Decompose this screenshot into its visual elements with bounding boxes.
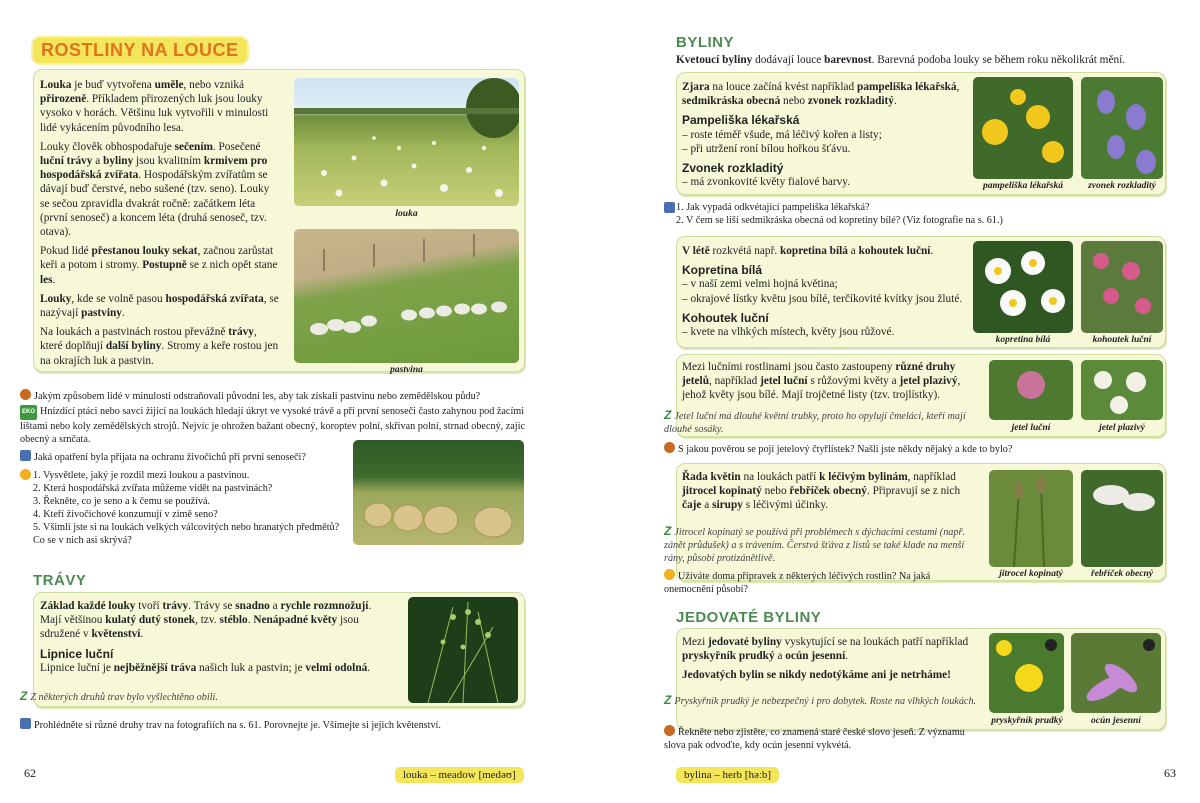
clover-question — [664, 442, 1164, 456]
caption-meadow: louka — [395, 209, 418, 219]
task-grasses-text: Prohlédněte si různé druhy trav na fotografiích na s. 61. Porovnejte je. Všímejte si jejich květenství. — [34, 720, 441, 731]
spring-questions — [664, 201, 1164, 227]
plantain-illustration — [989, 470, 1073, 567]
spring-q2: 2. V čem se liší sedmikráska obecná od kopretiny bílé? (Viz fotografie na s. 61.) — [676, 215, 1003, 226]
caption-crocus: ocún jesenní — [1091, 716, 1141, 726]
grasses-text — [40, 599, 395, 680]
question-protection-text: Jaká opatření byla přijata na ochranu živočichů při první senoseči? — [34, 452, 306, 463]
dandelion-line-1: – roste téměř všude, má léčivý kořen a listy; — [682, 128, 882, 141]
task-grasses — [20, 718, 530, 732]
crocus-photo — [1071, 633, 1161, 713]
summer-text — [682, 244, 972, 339]
ragged-robin-photo — [1081, 241, 1163, 333]
clover-note — [664, 409, 984, 436]
grain-note-text: Z některých druhů trav bylo vyšlechtěno obilí. — [30, 692, 218, 703]
task-2: 2. Která hospodářská zvířata můžeme vidět na pastvinách? — [33, 483, 273, 494]
daisy-heading: Kopretina bílá — [682, 263, 763, 278]
lipnice-text: Lipnice luční je nejběžnější tráva našich luk a pastvin; je velmi odolná. — [40, 661, 371, 674]
question-protection — [20, 450, 350, 464]
caption-dandelion: pampeliška lékařská — [983, 181, 1063, 191]
discussion-icon — [664, 442, 675, 453]
ragged-robin-line-1: – kvete na vlhkých místech, květy jsou růžové. — [682, 326, 895, 339]
daisy-line-2: – okrajové lístky květu jsou bílé, terčíkovité kvítky jsou žluté. — [682, 292, 963, 305]
book-icon — [664, 202, 675, 213]
task-4: 4. Kteří živočichové konzumují v zimě seno? — [33, 509, 218, 520]
poisonous-p1: Mezi jedovaté byliny vyskytující se na loukách patří například pryskyřník prudký a ocún jesenní. — [682, 636, 969, 663]
intro-text — [40, 78, 280, 373]
vocab-footer-right: bylina – herb [həːb] — [676, 767, 779, 783]
hay-bales-photo — [353, 440, 524, 545]
page-number-left: 62 — [24, 766, 36, 780]
dandelion-photo — [973, 77, 1073, 179]
caption-buttercup: pryskyřník prudký — [991, 716, 1063, 726]
autumn-question — [664, 725, 979, 752]
eko-note-text: Hnízdící ptáci nebo savci žijící na loukách hledají úkryt ve vysoké trávě a při první senoseči často zahynou pod žacími lištami nebo koly zemědělských strojů. Nejvíc je ohrožen bažant obecný, koroptev polní, skřivan polní, strnad obecný, zajíc obecný a srnčata. — [20, 406, 525, 445]
caption-red-clover: jetel luční — [1011, 423, 1051, 433]
buttercup-photo — [989, 633, 1064, 713]
z-note-icon: Z — [664, 693, 672, 707]
sun-icon — [20, 469, 31, 480]
meadow-illustration — [294, 78, 519, 206]
skull-icon — [1143, 639, 1155, 651]
right-page — [600, 0, 1200, 803]
bellflower-photo — [1081, 77, 1163, 179]
lipnice-heading: Lipnice luční — [40, 646, 114, 661]
autumn-question-text: Řekněte nebo zjistěte, co znamená staré české slovo jeseň. Z významu slova pak odvoďte, kdy ocún jesenní vykvétá. — [664, 727, 965, 751]
caption-bellflower: zvonek rozkladitý — [1088, 181, 1156, 191]
intro-p2: Louky člověk obhospodařuje sečením. Posečené luční trávy a byliny jsou kvalitním krmivem pro hospodářská zvířata. Hospodářským zvířatům se dávají buď čerstvé, nebo sušené (tzv. seno). Louky se sečou zpravidla dvakrát ročně: začátkem léta (první senoseč) a koncem léta (druhá senoseč, tzv. otava). — [40, 140, 270, 239]
dandelion-illustration — [973, 77, 1073, 179]
z-note-icon: Z — [664, 524, 672, 538]
poisonous-warning: Jedovatých bylin se nikdy nedotýkáme ani je netrháme! — [682, 669, 951, 682]
intro-p3: Pokud lidé přestanou louky sekat, začnou zarůstat keři a potom i stromy. Postupně se z nich opět stane les. — [40, 245, 278, 286]
pasture-photo — [294, 229, 519, 363]
caption-ragged-robin: kohoutek luční — [1092, 335, 1152, 345]
spring-q1: 1. Jak vypadá odkvétající pampeliška lékařská? — [676, 202, 870, 213]
plantain-note-text: Jitrocel kopinatý se používá při problémech s dýchacími cestami (např. zánět průdušek) a s trávením. Čerstvá šťáva z listů se také klade na menší rány, působí protizánětlivě. — [664, 527, 965, 564]
grass-photo — [408, 597, 518, 703]
skull-icon — [1045, 639, 1057, 651]
task-3: 3. Řekněte, co je seno a k čemu se používá. — [33, 496, 211, 507]
computer-icon — [20, 450, 31, 461]
caption-plantain: jitrocel kopinatý — [999, 569, 1063, 579]
remedies-question — [664, 569, 979, 596]
page-title: ROSTLINY NA LOUCE — [33, 38, 247, 63]
daisy-line-1: – v naší zemi velmi hojná květina; — [682, 278, 838, 291]
dandelion-heading: Pampeliška lékařská — [682, 113, 800, 128]
grain-note — [20, 690, 380, 704]
daisy-photo — [973, 241, 1073, 333]
eko-icon: EKO — [20, 405, 37, 420]
book-icon — [20, 718, 31, 729]
discussion-icon — [664, 725, 675, 736]
summer-intro: V létě rozkvétá např. kopretina bílá a kohoutek luční. — [682, 245, 934, 257]
medicinal-text: Řada květin na loukách patří k léčivým bylinám, například jitrocel kopinatý nebo řebříček obecný. Připravují se z nich čaje a sirupy s léčivými účinky. — [682, 471, 961, 512]
clover-text: Mezi lučními rostlinami jsou často zastoupeny různé druhy jetelů, například jetel luční s růžovými květy a jetel plazivý, jehož květy jsou bílé. Mají trojčetné listy (tzv. trojlístky). — [682, 361, 961, 402]
plantain-note — [664, 525, 979, 565]
task-list-items — [20, 469, 345, 547]
ragged-robin-heading: Kohoutek luční — [682, 310, 769, 325]
section-title-herbs: BYLINY — [676, 34, 735, 51]
bellflower-illustration — [1081, 77, 1163, 179]
daisy-illustration — [973, 241, 1073, 333]
intro-p5: Na loukách a pastvinách rostou převážně trávy, které doplňují další byliny. Stromy a keře rostou jen na okrajích luk a pastvin. — [40, 326, 279, 367]
bellflower-heading: Zvonek rozkladitý — [682, 161, 784, 176]
crocus-illustration — [1071, 633, 1161, 713]
spring-intro: Zjara na louce začíná kvést například pampeliška lékařská, sedmikráska obecná nebo zvonek rozkladitý. — [682, 81, 960, 108]
yarrow-photo — [1081, 470, 1163, 567]
poisonous-text — [682, 635, 977, 688]
dandelion-line-2: – při utržení roní bílou hořkou šťávu. — [682, 142, 851, 155]
section-title-poisonous: JEDOVATÉ BYLINY — [676, 609, 822, 626]
white-clover-illustration — [1081, 360, 1163, 420]
meadow-photo — [294, 78, 519, 206]
hay-bales-illustration — [353, 440, 524, 545]
clover-note-text: Jetel luční má dlouhé květní trubky, proto ho opylují čmeláci, kteří mají dlouhé sosáky. — [664, 411, 966, 435]
intro-p1: Louka je buď vytvořena uměle, nebo vzniká přirozeně. Příkladem přirozených luk jsou louky vysoko v horách. Většinu luk vytvořili v minulosti lidé vykácením původního lesa. — [40, 79, 269, 134]
question-forest — [20, 389, 530, 403]
yarrow-illustration — [1081, 470, 1163, 567]
page-number-right: 63 — [1164, 766, 1176, 780]
caption-pasture: pastvina — [390, 365, 423, 375]
plantain-photo — [989, 470, 1073, 567]
discussion-icon — [20, 389, 31, 400]
red-clover-photo — [989, 360, 1073, 420]
buttercup-illustration — [989, 633, 1064, 713]
intro-p4: Louky, kde se volně pasou hospodářská zvířata, se nazývají pastviny. — [40, 292, 279, 320]
caption-white-clover: jetel plazivý — [1099, 423, 1145, 433]
sun-icon — [664, 569, 675, 580]
buttercup-note-text: Pryskyřník prudký je nebezpečný i pro dobytek. Roste na vlhkých loukách. — [674, 696, 977, 707]
spring-text — [682, 80, 972, 189]
ragged-robin-illustration — [1081, 241, 1163, 333]
z-note-icon: Z — [664, 408, 672, 422]
clover-question-text: S jakou pověrou se pojí jetelový čtyřlístek? Našli jste někdy nějaký a kde to bylo? — [678, 444, 1013, 455]
caption-yarrow: řebříček obecný — [1091, 569, 1153, 579]
task-5: 5. Všimli jste si na loukách velkých válcovitých nebo hranatých předmětů? Co se v nich asi skrývá? — [33, 522, 340, 546]
remedies-question-text: Užíváte doma přípravek z některých léčivých rostlin? Na jaká onemocnění působí? — [664, 571, 931, 595]
bellflower-line-1: – má zvonkovité květy fialové barvy. — [682, 176, 851, 189]
task-list — [20, 469, 345, 547]
red-clover-illustration — [989, 360, 1073, 420]
vocab-footer-left: louka – meadow [medəʊ] — [395, 767, 524, 783]
herbs-intro: Kvetoucí byliny dodávají louce barevnost. Barevná podoba louky se během roku několikrát mění. — [676, 54, 1126, 66]
z-note-icon: Z — [20, 689, 28, 703]
task-1: 1. Vysvětlete, jaký je rozdíl mezi loukou a pastvinou. — [33, 470, 250, 481]
sheep-illustration — [294, 229, 519, 363]
white-clover-photo — [1081, 360, 1163, 420]
caption-daisy: kopretina bílá — [995, 335, 1051, 345]
section-title-grasses: TRÁVY — [33, 572, 87, 589]
grass-illustration — [408, 597, 518, 703]
question-forest-text: Jakým způsobem lidé v minulosti odstraňovali původní les, aby tak získali pastvinu nebo zemědělskou půdu? — [34, 391, 481, 402]
grasses-p1: Základ každé louky tvoří trávy. Trávy se snadno a rychle rozmnožují. Mají většinou kulatý dutý stonek, tzv. stéblo. Nenápadné květy jsou sdružené v květenství. — [40, 600, 372, 641]
buttercup-note — [664, 694, 979, 708]
